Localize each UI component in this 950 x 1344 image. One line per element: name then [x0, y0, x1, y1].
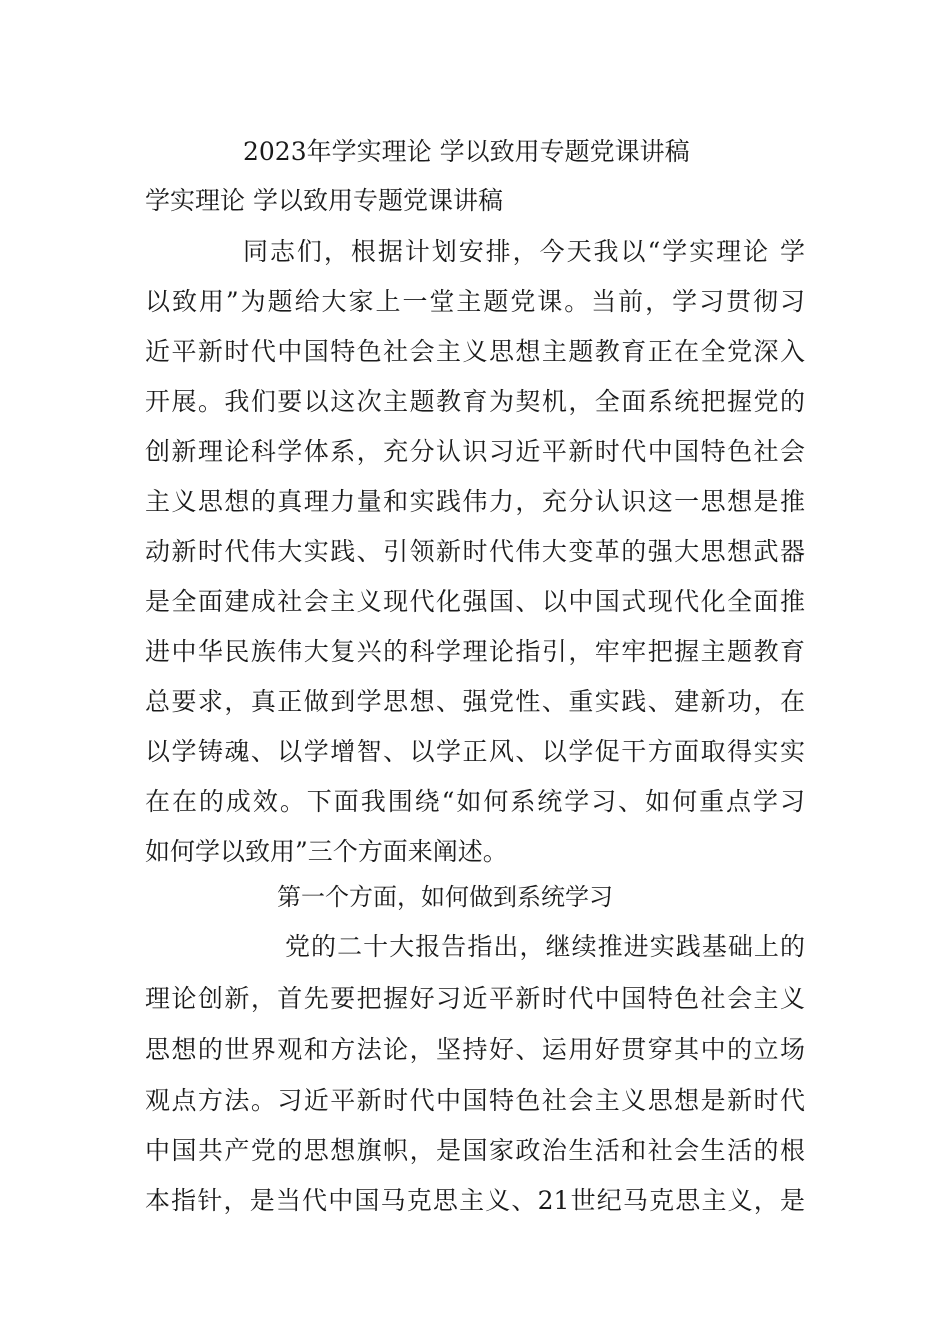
paragraph-line: 中国共产党的思想旗帜，是国家政治生活和社会生活的根: [145, 1136, 805, 1165]
paragraph-line: 总要求，真正做到学思想、强党性、重实践、建新功，在: [145, 687, 805, 716]
paragraph-line: 以致用”为题给大家上一堂主题党课。当前，学习贯彻习: [145, 287, 805, 316]
paragraph-line: 同志们，根据计划安排，今天我以“学实理论 学: [243, 237, 805, 266]
paragraph-line: 是全面建成社会主义现代化强国、以中国式现代化全面推: [145, 587, 805, 616]
paragraph-line: 主义思想的真理力量和实践伟力，充分认识这一思想是推: [145, 487, 805, 516]
section-heading: 第一个方面，如何做到系统学习: [277, 883, 613, 911]
paragraph-line: 如何学以致用”三个方面来阐述。: [145, 837, 508, 866]
paragraph-line: 以学铸魂、以学增智、以学正风、以学促干方面取得实实: [145, 737, 805, 766]
paragraph-line: 进中华民族伟大复兴的科学理论指引，牢牢把握主题教育: [145, 637, 805, 666]
paragraph-line: 理论创新，首先要把握好习近平新时代中国特色社会主义: [145, 984, 805, 1013]
document-subtitle: 学实理论 学以致用专题党课讲稿: [145, 186, 503, 215]
paragraph-line: 近平新时代中国特色社会主义思想主题教育正在全党深入: [145, 337, 805, 366]
paragraph-line: 观点方法。习近平新时代中国特色社会主义思想是新时代: [145, 1086, 805, 1115]
paragraph-line: 开展。我们要以这次主题教育为契机，全面系统把握党的: [145, 387, 805, 416]
paragraph-line: 党的二十大报告指出，继续推进实践基础上的: [285, 932, 805, 961]
paragraph-line: 思想的世界观和方法论，坚持好、运用好贯穿其中的立场: [145, 1035, 805, 1064]
paragraph-line: 本指针，是当代中国马克思主义、21世纪马克思主义，是: [145, 1186, 805, 1215]
paragraph-line: 在在的成效。下面我围绕“如何系统学习、如何重点学习: [145, 787, 805, 816]
paragraph-line: 动新时代伟大实践、引领新时代伟大变革的强大思想武器: [145, 537, 805, 566]
paragraph-line: 创新理论科学体系，充分认识习近平新时代中国特色社会: [145, 437, 805, 466]
document-title: 2023年学实理论 学以致用专题党课讲稿: [243, 137, 690, 166]
